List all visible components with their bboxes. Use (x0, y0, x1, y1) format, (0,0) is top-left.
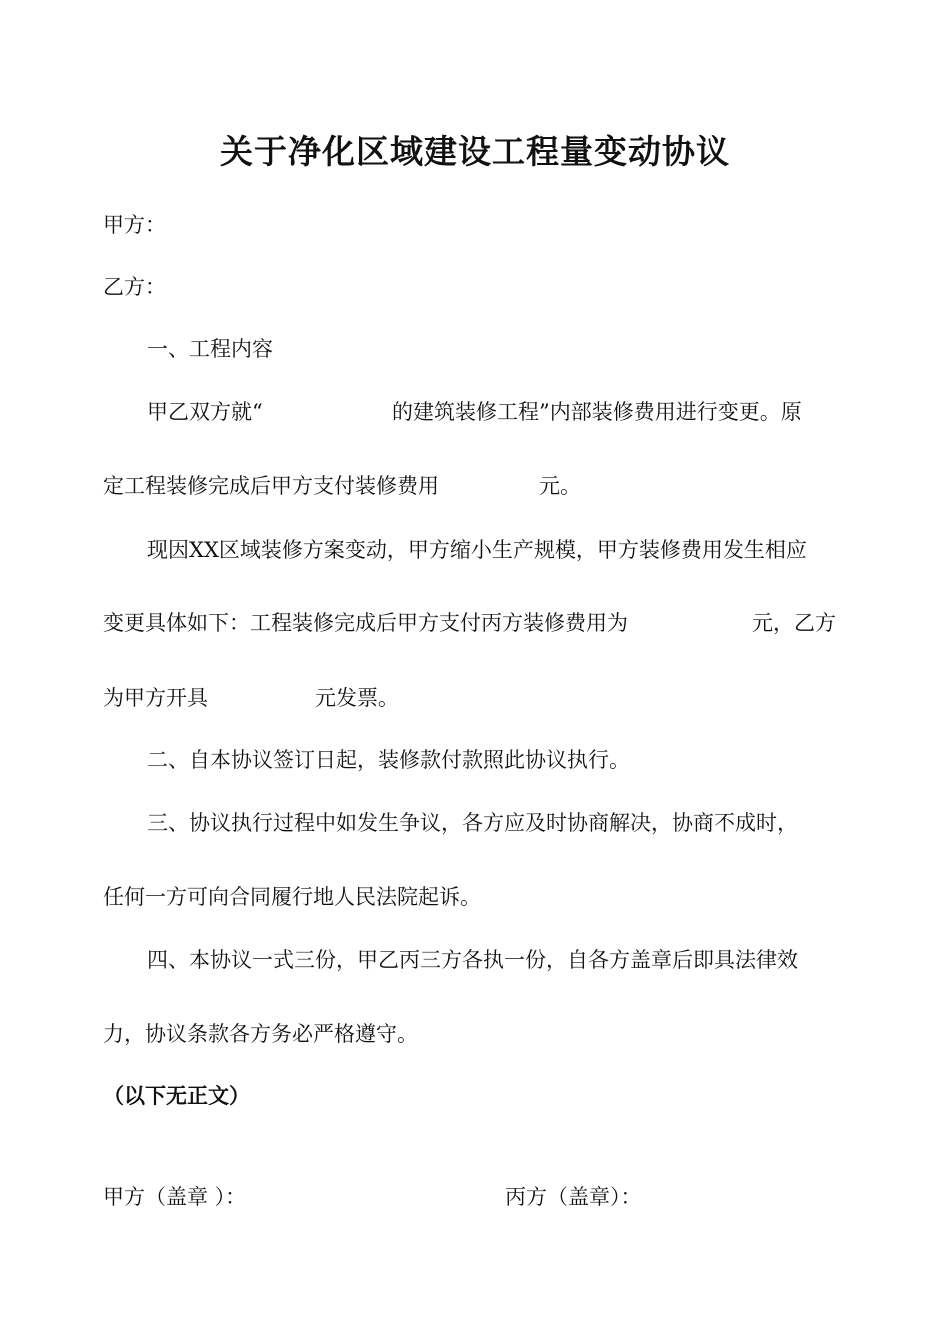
signature-party-c: 丙方（盖章）： (505, 1185, 642, 1209)
section-1-para-1-line-1-start: 甲乙双方就“ (147, 400, 263, 424)
section-1-para-1-line-2-start: 定工程装修完成后甲方支付装修费用 (103, 474, 439, 498)
signature-party-a: 甲方（盖章 ）： (103, 1185, 247, 1209)
section-1-para-2-line-3-end: 元发票。 (315, 686, 399, 710)
section-1-para-1-line-2-end: 元。 (539, 474, 581, 498)
section-4-line-1: 四、本协议一式三份，甲乙丙三方各执一份，自各方盖章后即具法律效 (147, 948, 798, 972)
section-3-line-1: 三、协议执行过程中如发生争议，各方应及时协商解决，协商不成时， (147, 811, 798, 835)
section-1-para-2-line-1: 现因XX区域装修方案变动，甲方缩小生产规模，甲方装修费用发生相应 (147, 538, 807, 562)
section-3-line-2: 任何一方可向合同履行地人民法院起诉。 (103, 885, 481, 909)
party-b-label: 乙方： (103, 275, 166, 299)
section-2-text: 二、自本协议签订日起，装修款付款照此协议执行。 (147, 748, 630, 772)
document-title: 关于净化区域建设工程量变动协议 (220, 132, 730, 171)
section-4-line-2: 力，协议条款各方务必严格遵守。 (103, 1022, 418, 1046)
end-note: （以下无正文） (103, 1083, 250, 1108)
party-a-label: 甲方： (103, 213, 166, 237)
section-1-heading: 一、工程内容 (147, 337, 273, 361)
section-1-para-2-line-2-end: 元，乙方 (752, 611, 836, 635)
section-1-para-2-line-2-start: 变更具体如下：工程装修完成后甲方支付丙方装修费用为 (103, 611, 628, 635)
section-1-para-1-line-1-end: 的建筑装修工程”内部装修费用进行变更。原 (392, 400, 802, 424)
section-1-para-2-line-3-start: 为甲方开具 (103, 686, 208, 710)
